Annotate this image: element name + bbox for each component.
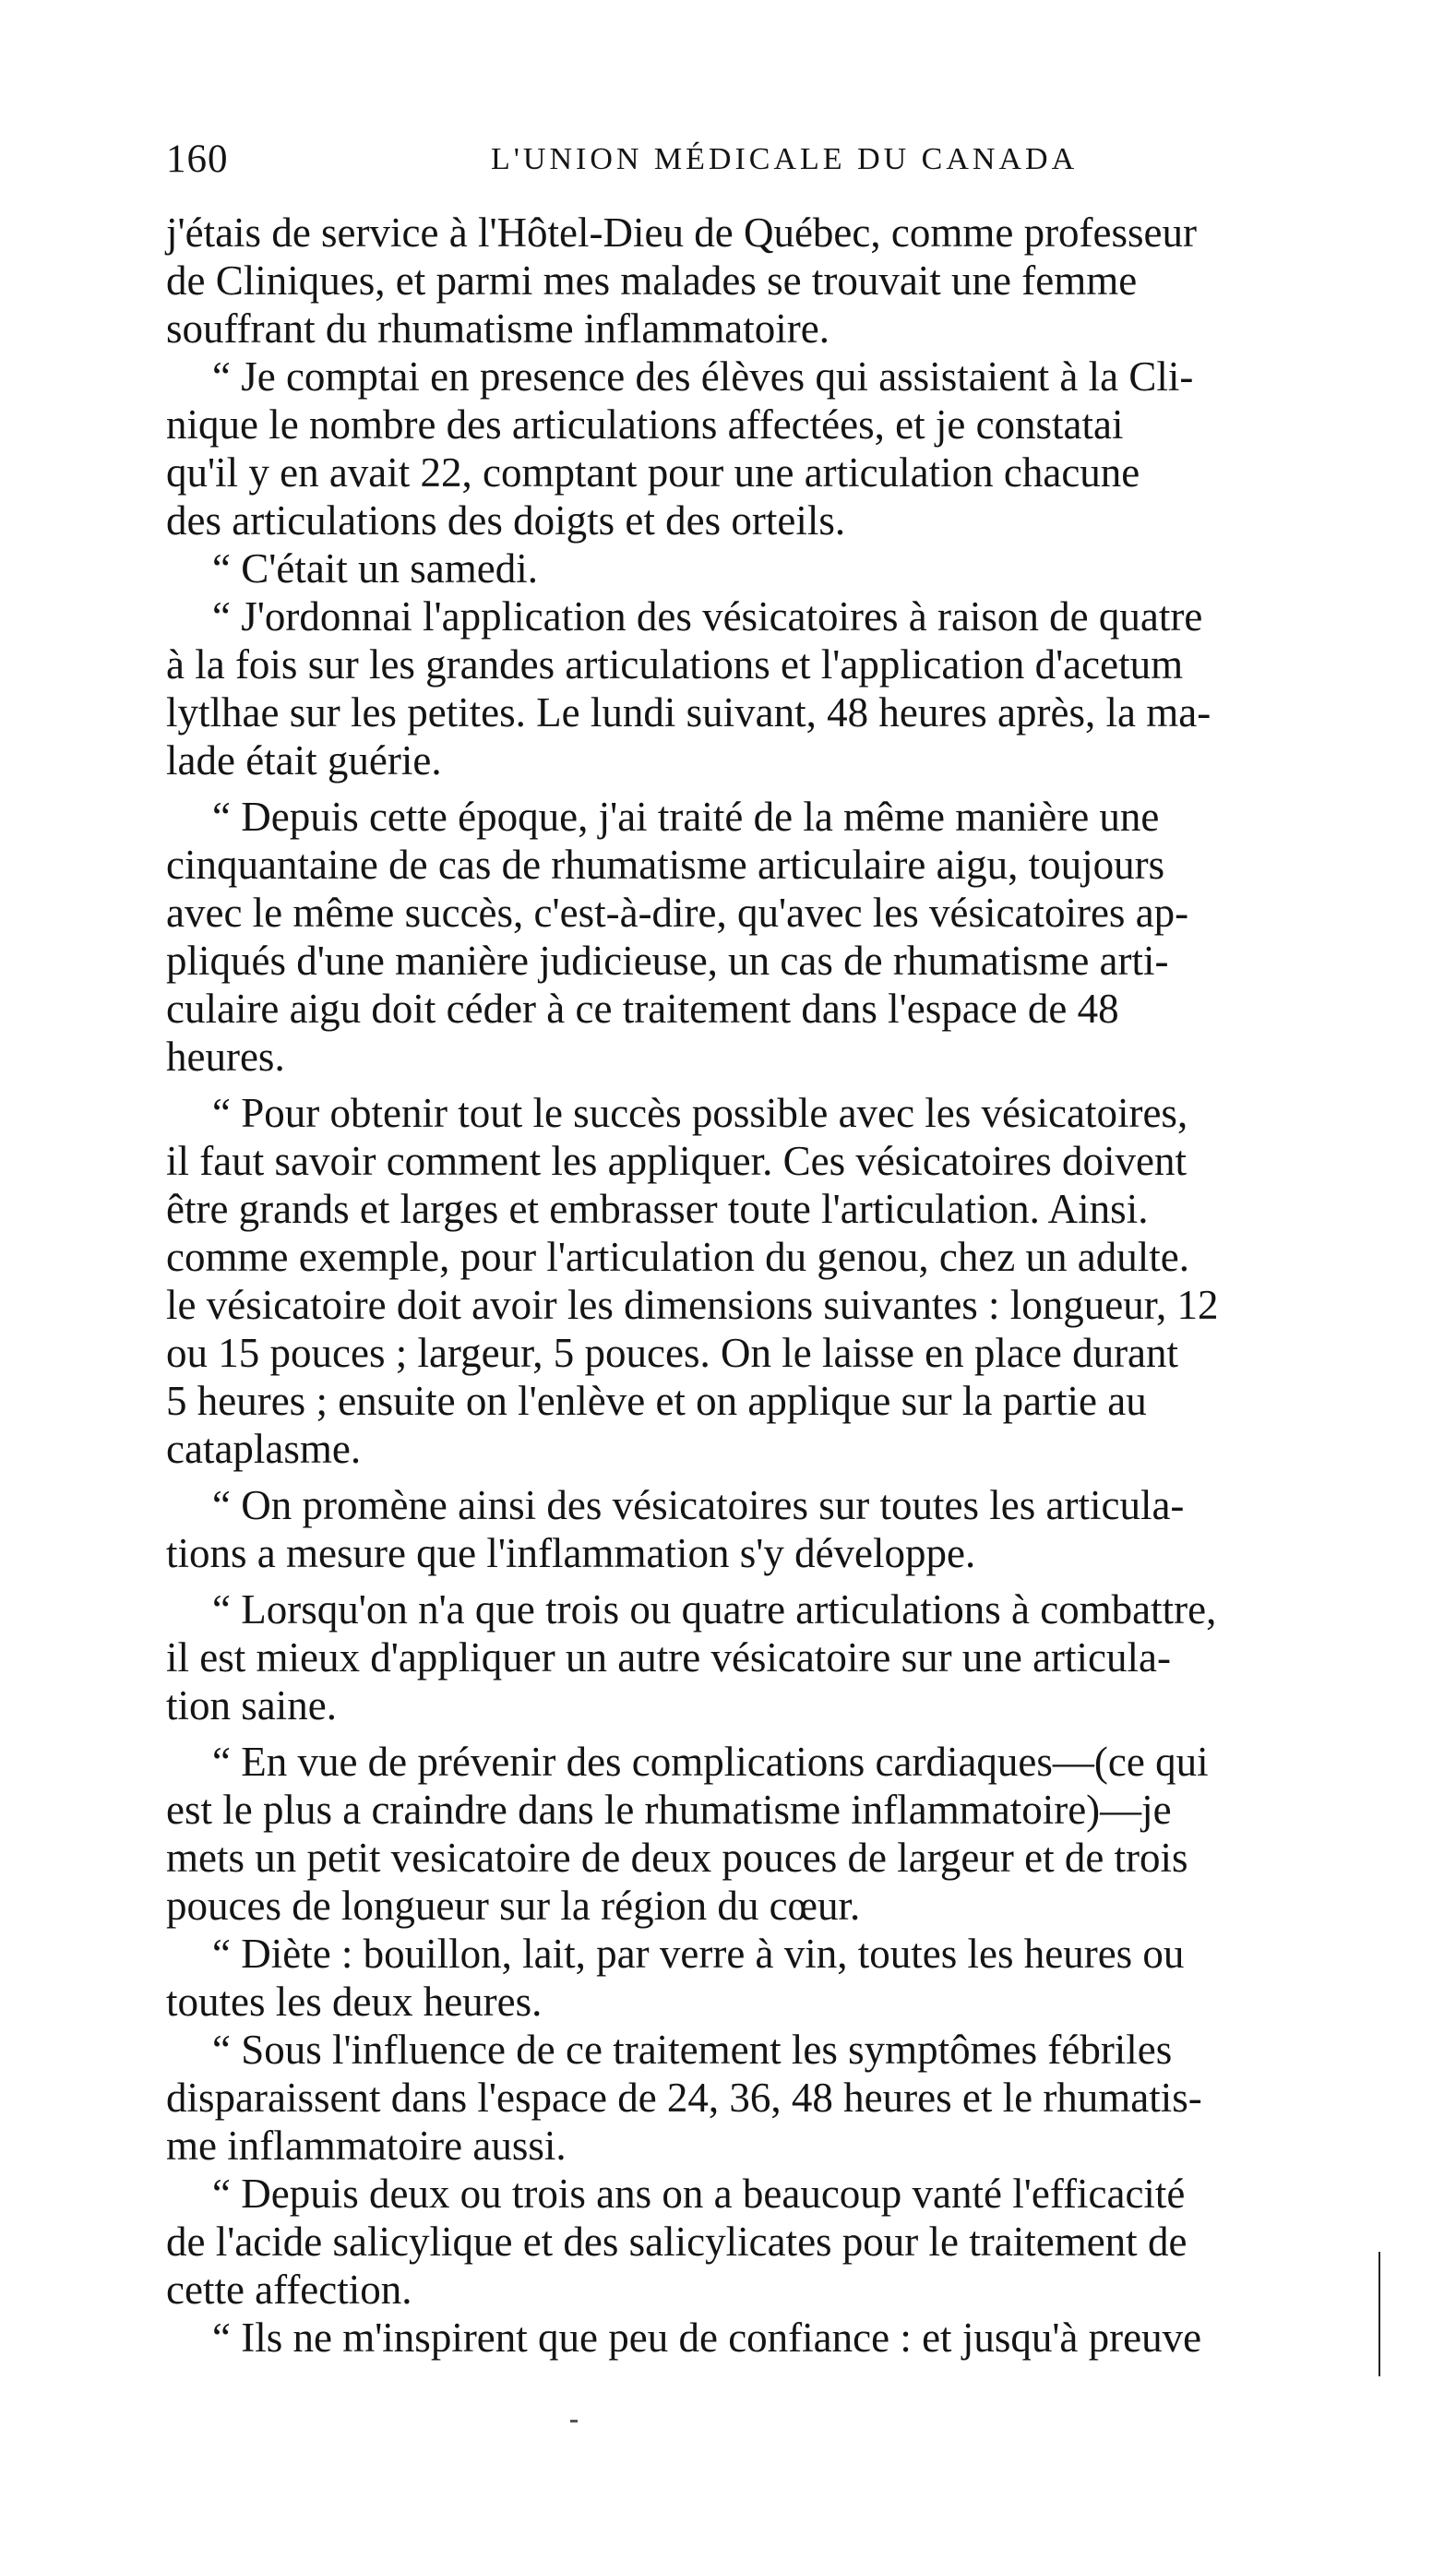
text-line: me inflammatoire aussi.	[166, 2123, 567, 2169]
text-line: mets un petit vesicatoire de deux pouces de largeur et de trois	[166, 1835, 1188, 1881]
paragraph	[166, 209, 1375, 353]
text-line: avec le même succès, c'est-à-dire, qu'avec les vésicatoires ap-	[166, 890, 1189, 936]
text-line: être grands et larges et embrasser toute l'articulation. Ainsi.	[166, 1186, 1149, 1232]
text-line: “ Ils ne m'inspirent que peu de confiance : et jusqu'à preuve	[212, 2315, 1202, 2361]
text-line: j'étais de service à l'Hôtel-Dieu de Québec, comme professeur	[166, 209, 1198, 256]
text-line: lytlhae sur les petites. Le lundi suivant, 48 heures après, la ma-	[166, 689, 1211, 736]
text-line: “ Diète : bouillon, lait, par verre à vin, toutes les heures ou	[212, 1931, 1185, 1977]
text-line: de l'acide salicylique et des salicylicates pour le traitement de	[166, 2219, 1187, 2265]
text-line: “ Pour obtenir tout le succès possible avec les vésicatoires,	[212, 1090, 1188, 1136]
paragraph	[166, 544, 1375, 592]
text-line: le vésicatoire doit avoir les dimensions suivantes : longueur, 12	[166, 1282, 1219, 1328]
text-line: ou 15 pouces ; largeur, 5 pouces. On le laisse en place durant	[166, 1330, 1179, 1376]
text-line: toutes les deux heures.	[166, 1979, 543, 2025]
text-line: des articulations des doigts et des orteils.	[166, 497, 846, 544]
text-line: pliqués d'une manière judicieuse, un cas de rhumatisme arti-	[166, 938, 1169, 984]
text-line: tions a mesure que l'inflammation s'y développe.	[166, 1530, 976, 1576]
text-line: comme exemple, pour l'articulation du genou, chez un adulte.	[166, 1234, 1189, 1280]
page-header	[166, 137, 1421, 192]
text-line: disparaissent dans l'espace de 24, 36, 48 heures et le rhumatis-	[166, 2075, 1202, 2121]
paragraph	[166, 1481, 1375, 1577]
running-head: L'UNION MÉDICALE DU CANADA	[491, 142, 1079, 176]
footer-mark	[570, 2420, 578, 2422]
text-line: cinquantaine de cas de rhumatisme articulaire aigu, toujours	[166, 842, 1165, 888]
text-line: de Cliniques, et parmi mes malades se trouvait une femme	[166, 257, 1138, 304]
paragraph	[166, 2170, 1375, 2314]
text-line: tion saine.	[166, 1682, 337, 1729]
text-line: lade était guérie.	[166, 737, 442, 784]
paragraph	[166, 2026, 1375, 2170]
text-line: pouces de longueur sur la région du cœur.	[166, 1883, 861, 1929]
text-line: 5 heures ; ensuite on l'enlève et on applique sur la partie au	[166, 1378, 1147, 1424]
paragraph	[166, 793, 1375, 1081]
text-line: qu'il y en avait 22, comptant pour une articulation chacune	[166, 449, 1140, 496]
text-line: “ Je comptai en presence des élèves qui assistaient à la Cli-	[212, 353, 1194, 400]
text-line: “ Sous l'influence de ce traitement les symptômes fébriles	[212, 2027, 1173, 2073]
text-line: cette affection.	[166, 2267, 412, 2313]
text-line: il est mieux d'appliquer un autre vésicatoire sur une articula-	[166, 1634, 1171, 1681]
paragraph	[166, 592, 1375, 784]
text-line: heures.	[166, 1034, 285, 1080]
text-line: “ J'ordonnai l'application des vésicatoires à raison de quatre	[212, 593, 1203, 640]
text-line: est le plus a craindre dans le rhumatisme inflammatoire)—je	[166, 1787, 1172, 1833]
text-line: “ On promène ainsi des vésicatoires sur toutes les articula-	[212, 1482, 1185, 1528]
paragraph	[166, 1585, 1375, 1729]
paragraph	[166, 353, 1375, 544]
text-line: nique le nombre des articulations affectées, et je constatai	[166, 401, 1124, 448]
margin-rule	[1378, 2252, 1380, 2376]
text-line: “ Depuis cette époque, j'ai traité de la même manière une	[212, 794, 1160, 840]
body-text	[166, 209, 1375, 2362]
text-line: à la fois sur les grandes articulations et l'application d'acetum	[166, 641, 1184, 688]
paragraph	[166, 1738, 1375, 1930]
text-line: “ C'était un samedi.	[212, 545, 539, 592]
text-line: “ En vue de prévenir des complications cardiaques—(ce qui	[212, 1739, 1209, 1785]
text-line: culaire aigu doit céder à ce traitement dans l'espace de 48	[166, 986, 1119, 1032]
text-line: “ Depuis deux ou trois ans on a beaucoup vanté l'efficacité	[212, 2171, 1186, 2217]
text-line: souffrant du rhumatisme inflammatoire.	[166, 305, 829, 352]
page-number: 160	[166, 138, 229, 181]
text-line: il faut savoir comment les appliquer. Ces vésicatoires doivent	[166, 1138, 1187, 1184]
paragraph	[166, 1930, 1375, 2026]
paragraph	[166, 1089, 1375, 1473]
paragraph	[166, 2314, 1375, 2362]
text-line: cataplasme.	[166, 1426, 362, 1472]
text-line: “ Lorsqu'on n'a que trois ou quatre articulations à combattre,	[212, 1586, 1217, 1633]
